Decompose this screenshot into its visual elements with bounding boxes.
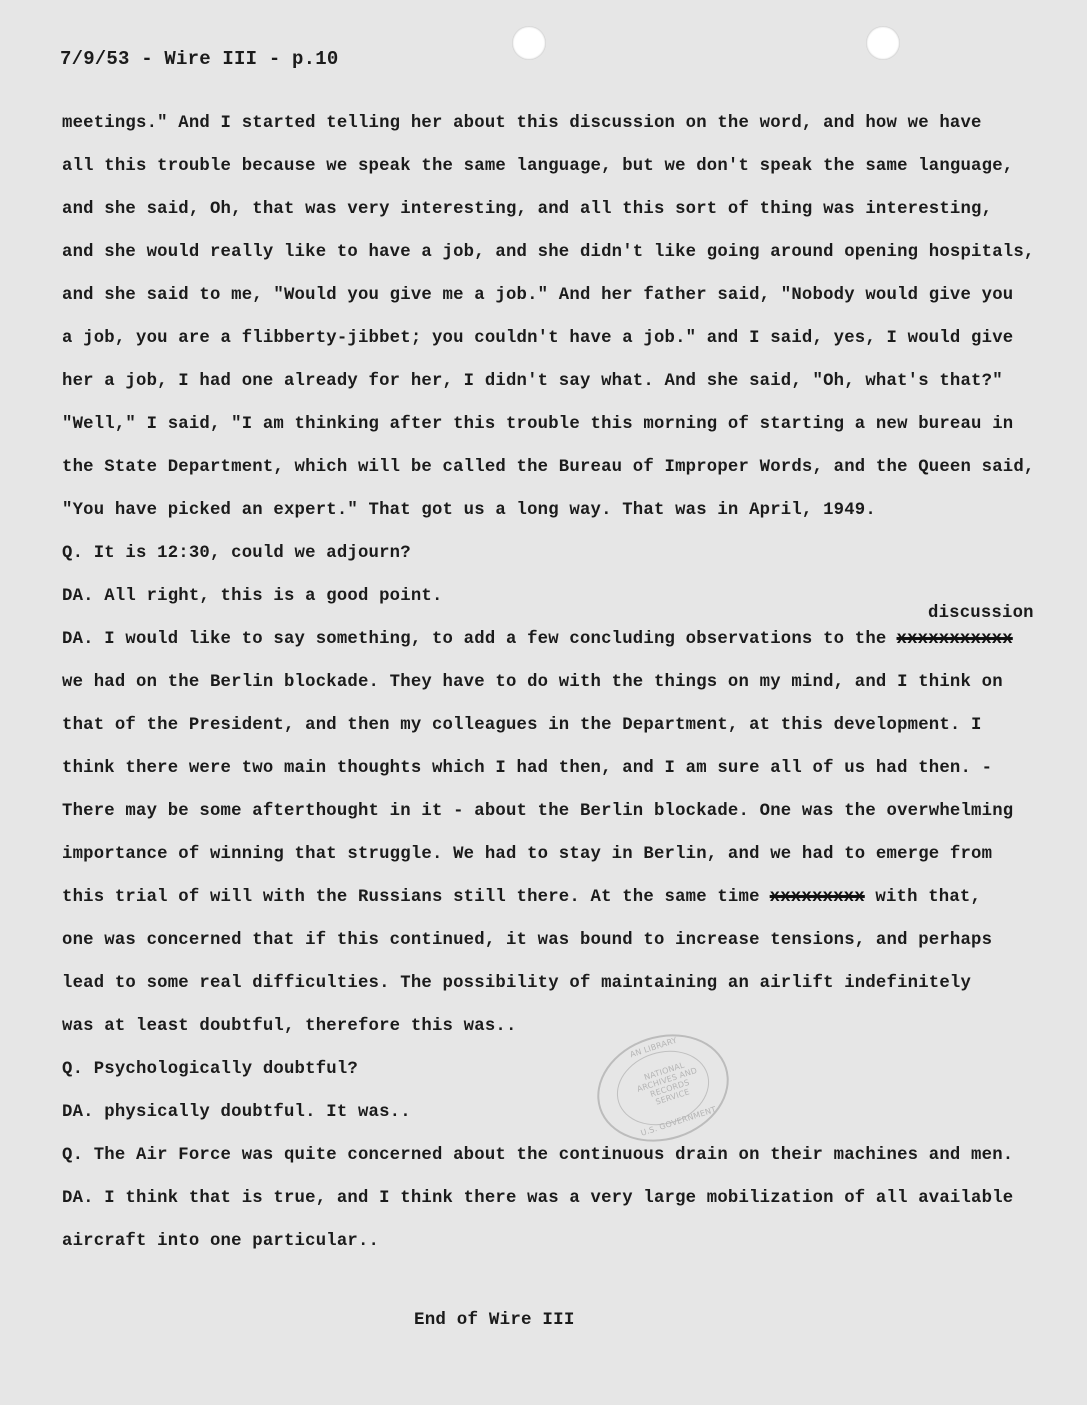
interlinear-insert: discussion	[928, 604, 1034, 623]
transcript-line	[62, 673, 1003, 693]
transcript-line	[62, 974, 971, 994]
line-text: DA. I think that is true, and I think there was a very large mobilization of all available	[62, 1189, 1014, 1208]
transcript-line	[62, 501, 876, 521]
transcript-line	[62, 716, 982, 736]
line-text: meetings." And I started telling her about this discussion on the word, and how we have	[62, 114, 982, 133]
line-text: think there were two main thoughts which I had then, and I am sure all of us had then. -	[62, 759, 993, 778]
transcript-line	[62, 243, 1034, 263]
page-header: 7/9/53 - Wire III - p.10	[60, 48, 339, 70]
line-text: this trial of will with the Russians still there. At the same time	[62, 888, 760, 907]
stamp-bottom-text: U.S. GOVERNMENT	[639, 1104, 718, 1138]
transcript-line	[62, 1189, 1013, 1209]
transcript-line	[62, 802, 1013, 822]
page-footer: End of Wire III	[414, 1310, 575, 1330]
line-text: Q. Psychologically doubtful?	[62, 1060, 358, 1079]
line-text: "Well," I said, "I am thinking after this trouble this morning of starting a new bureau in	[62, 415, 1014, 434]
transcript-line	[62, 415, 1013, 435]
line-text: There may be some afterthought in it - about the Berlin blockade. One was the overwhelming	[62, 802, 1014, 821]
transcript-line	[62, 286, 1013, 306]
transcript-line	[62, 544, 411, 564]
line-text: that of the President, and then my colleagues in the Department, at this development. I	[62, 716, 982, 735]
line-text: one was concerned that if this continued, it was bound to increase tensions, and perhaps	[62, 931, 993, 950]
line-text: all this trouble because we speak the same language, but we don't speak the same language,	[62, 157, 1014, 176]
transcript-line	[62, 157, 1013, 177]
transcript-line	[62, 1146, 1013, 1166]
struck-word: xxxxxxxxxxx	[896, 630, 1013, 649]
line-text: importance of winning that struggle. We had to stay in Berlin, and we had to emerge from	[62, 845, 993, 864]
transcript-line	[62, 845, 992, 865]
line-text: Q. The Air Force was quite concerned about the continuous drain on their machines and men.	[62, 1146, 1014, 1165]
line-text: and she would really like to have a job, and she didn't like going around opening hospitals,	[62, 243, 1035, 262]
transcript-line	[62, 200, 992, 220]
transcript-line	[62, 759, 992, 779]
struck-word: xxxxxxxxx	[769, 888, 865, 907]
line-text: was at least doubtful, therefore this was..	[62, 1017, 517, 1036]
line-text: the State Department, which will be called the Bureau of Improper Words, and the Queen said,	[62, 458, 1035, 477]
line-text: and she said to me, "Would you give me a job." And her father said, "Nobody would give you	[62, 286, 1014, 305]
archive-stamp	[583, 1018, 743, 1158]
stamp-middle-text: NATIONAL ARCHIVES AND RECORDS SERVICE	[635, 1060, 699, 1107]
line-tail-text: with that,	[864, 888, 982, 907]
transcript-line	[62, 329, 1013, 349]
line-text: Q. It is 12:30, could we adjourn?	[62, 544, 411, 563]
transcript-line	[62, 372, 1003, 392]
line-text: DA. All right, this is a good point.	[62, 587, 443, 606]
transcript-line	[62, 1232, 379, 1252]
transcript-line	[62, 931, 992, 951]
line-text: aircraft into one particular..	[62, 1232, 380, 1251]
line-text: DA. I would like to say something, to add a few concluding observations to the	[62, 630, 887, 649]
line-text: "You have picked an expert." That got us a long way. That was in April, 1949.	[62, 501, 876, 520]
line-text: a job, you are a flibberty-jibbet; you couldn't have a job." and I said, yes, I would give	[62, 329, 1014, 348]
transcript-line	[62, 888, 981, 908]
line-text: we had on the Berlin blockade. They have to do with the things on my mind, and I think on	[62, 673, 1003, 692]
punch-hole-right	[866, 26, 900, 60]
line-text: DA. physically doubtful. It was..	[62, 1103, 411, 1122]
transcript-line	[62, 1017, 517, 1037]
line-text: lead to some real difficulties. The possibility of maintaining an airlift indefinitely	[62, 974, 972, 993]
line-text: her a job, I had one already for her, I didn't say what. And she said, "Oh, what's that?"	[62, 372, 1003, 391]
transcript-line	[62, 1060, 358, 1080]
stamp-top-text: AN LIBRARY	[628, 1035, 679, 1060]
line-text: and she said, Oh, that was very interesting, and all this sort of thing was interesting,	[62, 200, 993, 219]
transcript-line	[62, 587, 443, 607]
transcript-line	[62, 1103, 411, 1123]
transcript-line	[62, 458, 1034, 478]
transcript-line	[62, 630, 1013, 650]
punch-hole-left	[512, 26, 546, 60]
transcript-line	[62, 114, 982, 134]
